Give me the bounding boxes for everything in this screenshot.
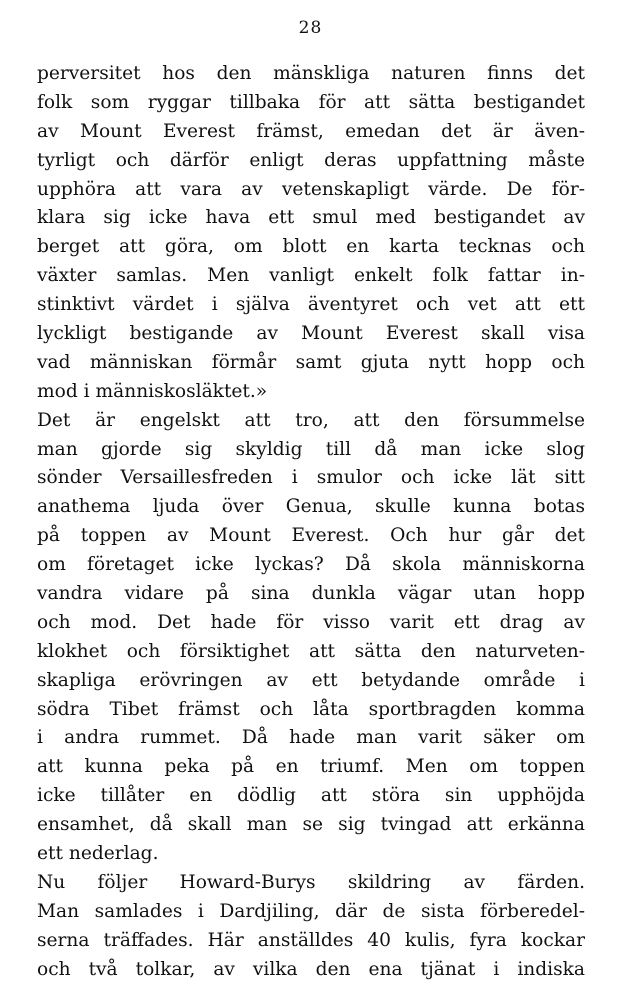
text-line: upphöra att vara av vetenskapligt värde. De för-: [37, 178, 585, 200]
text-line: man gjorde sig skyldig till då man icke slog: [37, 438, 585, 460]
text-line: mod i människosläktet.»: [37, 380, 268, 402]
text-line: folk som ryggar tillbaka för att sätta bestigandet: [37, 91, 585, 113]
text-line: vad människan förmår samt gjuta nytt hopp och: [37, 351, 585, 373]
text-line: ett nederlag.: [37, 843, 159, 865]
text-line: stinktivt värdet i själva äventyret och vet att ett: [37, 294, 585, 316]
text-line: växter samlas. Men vanligt enkelt folk fattar in-: [37, 265, 585, 287]
text-line: serna träffades. Här anställdes 40 kulis, fyra kockar: [37, 929, 585, 951]
text-line: ensamhet, då skall man se sig tvingad att erkänna: [37, 814, 585, 836]
text-line: perversitet hos den mänskliga naturen finns det: [37, 63, 585, 84]
text-line: och mod. Det hade för visso varit ett drag av: [37, 611, 585, 633]
text-line: tyrligt och därför enligt deras uppfattning måste: [37, 149, 585, 171]
text-line: på toppen av Mount Everest. Och hur går det: [37, 525, 585, 547]
text-line: om företaget icke lyckas? Då skola människorna: [37, 554, 585, 576]
page-number: 28: [298, 18, 323, 38]
text-line: i andra rummet. Då hade man varit säker om: [37, 727, 585, 749]
text-line: Man samlades i Dardjiling, där de sista förberedel-: [37, 900, 585, 922]
text-line: vandra vidare på sina dunkla vägar utan hopp: [37, 583, 585, 605]
text-line: av Mount Everest främst, emedan det är även-: [37, 120, 585, 142]
text-line: Nu följer Howard-Burys skildring av färden.: [37, 871, 585, 893]
text-line: lyckligt bestigande av Mount Everest skall visa: [37, 323, 585, 345]
body-text: [37, 60, 585, 985]
text-line: anathema ljuda över Genua, skulle kunna botas: [37, 496, 585, 518]
text-line: Det är engelskt att tro, att den försummelse: [37, 409, 585, 431]
text-line: icke tillåter en dödlig att störa sin upphöjda: [37, 785, 585, 807]
text-line: klara sig icke hava ett smul med bestigandet av: [37, 207, 585, 229]
text-line: skapliga erövringen av ett betydande område i: [37, 669, 585, 691]
text-line: berget att göra, om blott en karta tecknas och: [37, 236, 585, 258]
text-line: att kunna peka på en triumf. Men om toppen: [37, 756, 585, 778]
text-line: och två tolkar, av vilka den ena tjänat i indiska: [37, 958, 585, 980]
text-line: södra Tibet främst och låta sportbragden komma: [37, 698, 585, 720]
text-line: klokhet och försiktighet att sätta den naturveten-: [37, 640, 585, 662]
text-line: sönder Versaillesfreden i smulor och icke lät sitt: [37, 467, 585, 489]
